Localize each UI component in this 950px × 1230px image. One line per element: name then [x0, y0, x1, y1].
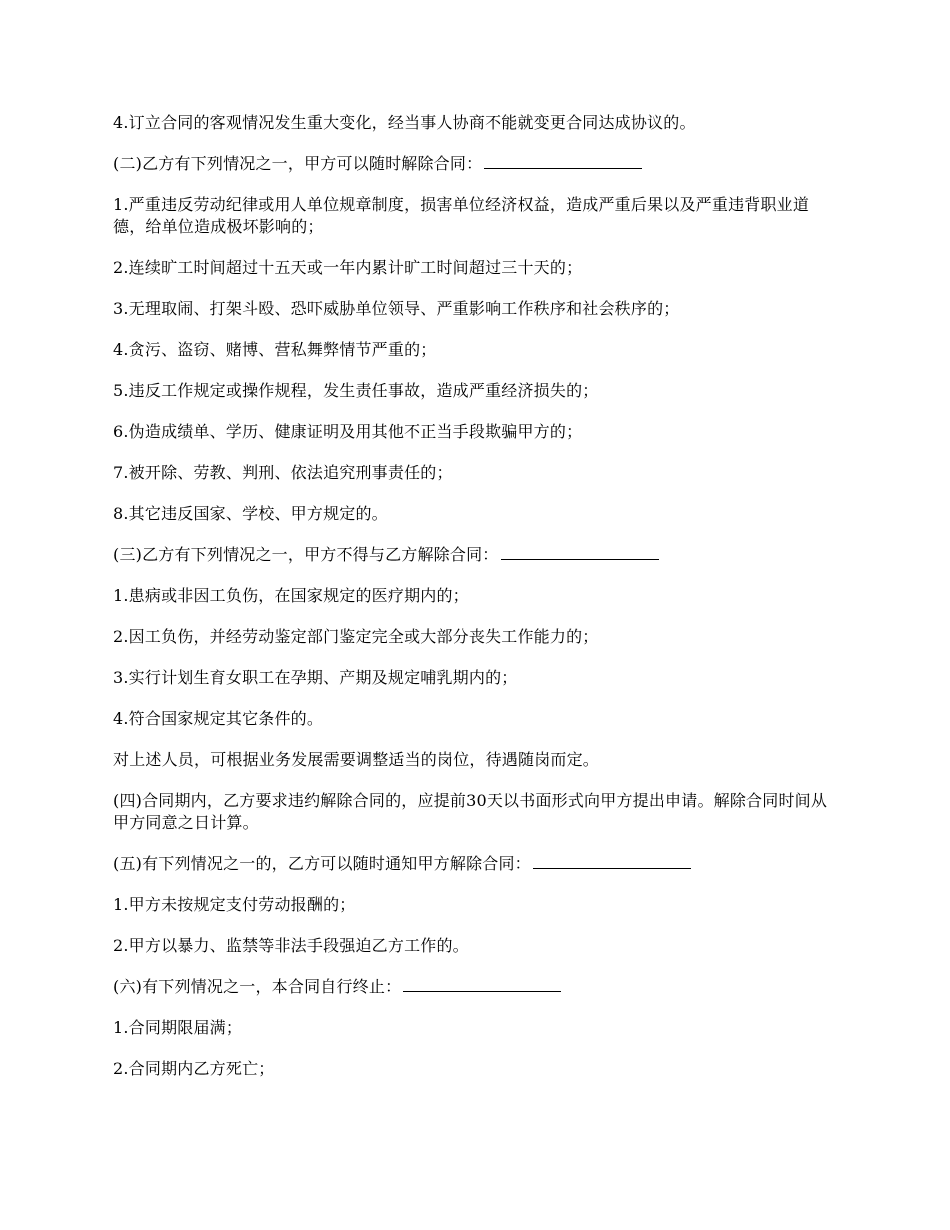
paragraph — [113, 153, 838, 175]
paragraph-text: 4.符合国家规定其它条件的。 — [113, 709, 324, 728]
paragraph — [113, 194, 838, 238]
paragraph-text: 1.合同期限届满； — [113, 1018, 243, 1037]
paragraph-text: 1.患病或非因工负伤，在国家规定的医疗期内的； — [113, 586, 469, 605]
paragraph — [113, 667, 838, 689]
fill-in-blank — [403, 977, 561, 992]
paragraph-text: 7.被开除、劳教、判刑、依法追究刑事责任的； — [113, 463, 453, 482]
paragraph — [113, 585, 838, 607]
paragraph — [113, 339, 838, 361]
paragraph — [113, 976, 838, 998]
paragraph-text: 4.贪污、盗窃、赌博、营私舞弊情节严重的； — [113, 340, 437, 359]
paragraph-text: (二)乙方有下列情况之一，甲方可以随时解除合同： — [113, 154, 483, 173]
paragraph-text: 1.甲方未按规定支付劳动报酬的； — [113, 895, 356, 914]
paragraph — [113, 298, 838, 320]
fill-in-blank — [501, 545, 659, 560]
paragraph — [113, 421, 838, 443]
paragraph-text: 3.无理取闹、打架斗殴、恐吓威胁单位领导、严重影响工作秩序和社会秩序的； — [113, 299, 680, 318]
fill-in-blank — [484, 154, 642, 169]
paragraph — [113, 112, 838, 134]
fill-in-blank — [533, 854, 691, 869]
paragraph — [113, 257, 838, 279]
paragraph — [113, 626, 838, 648]
paragraph — [113, 1058, 838, 1080]
paragraph-text: 2.因工负伤，并经劳动鉴定部门鉴定完全或大部分丧失工作能力的； — [113, 627, 599, 646]
paragraph-text: 5.违反工作规定或操作规程，发生责任事故，造成严重经济损失的； — [113, 381, 599, 400]
paragraph — [113, 462, 838, 484]
paragraph-text: 3.实行计划生育女职工在孕期、产期及规定哺乳期内的； — [113, 668, 518, 687]
paragraph-text: 1.严重违反劳动纪律或用人单位规章制度，损害单位经济权益，造成严重后果以及严重违背职业道德，给单位造成极坏影响的； — [113, 195, 810, 236]
paragraph-text: 2.甲方以暴力、监禁等非法手段强迫乙方工作的。 — [113, 936, 469, 955]
paragraph — [113, 853, 838, 875]
paragraph-text: 对上述人员，可根据业务发展需要调整适当的岗位，待遇随岗而定。 — [113, 750, 600, 769]
paragraph-text: 2.连续旷工时间超过十五天或一年内累计旷工时间超过三十天的； — [113, 258, 583, 277]
paragraph — [113, 935, 838, 957]
paragraph-text: 4.订立合同的客观情况发生重大变化，经当事人协商不能就变更合同达成协议的。 — [113, 113, 696, 132]
paragraph — [113, 544, 838, 566]
document-body — [113, 112, 838, 1099]
paragraph-text: 6.伪造成绩单、学历、健康证明及用其他不正当手段欺骗甲方的； — [113, 422, 583, 441]
paragraph — [113, 503, 838, 525]
paragraph — [113, 894, 838, 916]
paragraph — [113, 380, 838, 402]
paragraph — [113, 1017, 838, 1039]
paragraph-text: 2.合同期内乙方死亡； — [113, 1059, 275, 1078]
paragraph-text: (三)乙方有下列情况之一，甲方不得与乙方解除合同： — [113, 545, 499, 564]
paragraph-text: (五)有下列情况之一的，乙方可以随时通知甲方解除合同： — [113, 854, 531, 873]
paragraph-text: 8.其它违反国家、学校、甲方规定的。 — [113, 504, 388, 523]
paragraph-text: (四)合同期内，乙方要求违约解除合同的，应提前30天以书面形式向甲方提出申请。解除合同时间从甲方同意之日计算。 — [113, 791, 828, 832]
paragraph — [113, 708, 838, 730]
paragraph-text: (六)有下列情况之一，本合同自行终止： — [113, 977, 402, 996]
paragraph — [113, 749, 838, 771]
paragraph — [113, 790, 838, 834]
